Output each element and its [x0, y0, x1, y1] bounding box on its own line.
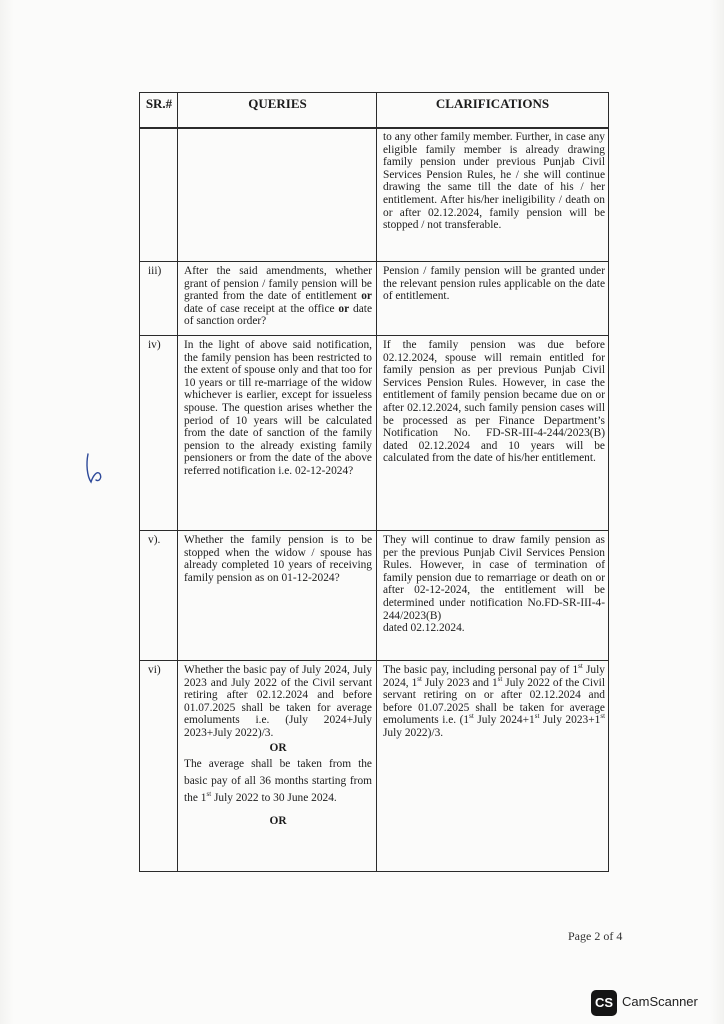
or-label-2: OR	[269, 815, 287, 828]
row-vi-sr: vi)	[148, 664, 161, 676]
handwritten-mark	[82, 450, 110, 486]
row-v-clarification: They will continue to draw family pension as per the previous Punjab Civil Services Pension Rules. However, in case of termination of family pension due to remarriage or death on or after 02-12-2024, the entitlement will be determined under notification No.FD-SR-III-4-244/2023(B) dated 02.12.2024.	[383, 534, 605, 635]
row-v-sr: v).	[148, 534, 161, 546]
row-divider	[140, 261, 608, 262]
row-iii-sr: iii)	[148, 265, 162, 277]
row-iii-query: After the said amendments, whether grant of pension / family pension will be granted from the date of entitlement or date of case receipt at the office or date of sanction order?	[184, 265, 372, 328]
or-label: OR	[269, 741, 287, 754]
row-vi-clarification: The basic pay, including personal pay of 1st July 2024, 1st July 2023 and 1st July 2022 of the Civil servant retiring on or after 02.12.2024 and before 01.07.2025 shall be taken for average emoluments i.e. (1st July 2024+1st July 2023+1st July 2022)/3.	[383, 662, 606, 739]
row-divider	[140, 530, 608, 531]
column-divider-1	[177, 93, 178, 871]
table-row-continuation-clarification: to any other family member. Further, in case any eligible family member is already drawing family pension under previous Punjab Civil Services Pension Rules, he / she will continue drawing the same till the date of his / her entitlement. After his/her ineligibility / death on or after 02.12.2024, family pension will be stopped / not transferable.	[383, 131, 605, 232]
row-vi-query: Whether the basic pay of July 2024, July 2023 and July 2022 of the Civil servant retiring after 02.12.2024 and before 01.07.2025 shall be taken for average emoluments i.e. (July 2024+July 2023+July 2022)/3. OR The average shall be taken from the basic pay of all 36 months starting from the 1st July 2022 to 30 June 2024. OR	[184, 664, 372, 828]
camscanner-logo-icon: CS	[591, 990, 617, 1016]
row-divider	[140, 335, 608, 336]
queries-table	[139, 92, 609, 872]
row-v-query: Whether the family pension is to be stopped when the widow / spouse has already completed 10 years of receiving family pension as on 01-12-2024?	[184, 534, 372, 584]
row-iii-clarification: Pension / family pension will be granted under the relevant pension rules applicable on the date of entitlement.	[383, 265, 605, 303]
header-sr: SR.#	[140, 93, 178, 129]
page-number: Page 2 of 4	[568, 929, 623, 943]
row-iv-query: In the light of above said notification, the family pension has been restricted to the extent of spouse only and that too for 10 years or till re-marriage of the widow whichever is earlier, except for issueless spouse. The question arises whether the period of 10 years will be calculated from the date of sanction of the family pension to the already existing family pensioners or from the date of the above referred notification i.e. 02-12-2024?	[184, 339, 372, 477]
row-iv-clarification: If the family pension was due before 02.12.2024, spouse will remain entitled for family pension as per previous Punjab Civil Services Pension Rules. However, in case the entitlement of family pension became due on or after 02.12.2024, such family pension cases will be processed as per Finance Department’s Notification No. FD-SR-III-4-244/2023(B) dated 02.12.2024 and 10 years will be calculated from the date of his/her entitlement.	[383, 339, 605, 465]
camscanner-watermark: CamScanner	[622, 994, 698, 1009]
column-divider-2	[376, 93, 377, 871]
row-iv-sr: iv)	[148, 339, 161, 351]
header-queries: QUERIES	[178, 93, 377, 129]
row-divider	[140, 660, 608, 661]
header-clarifications: CLARIFICATIONS	[377, 93, 608, 129]
